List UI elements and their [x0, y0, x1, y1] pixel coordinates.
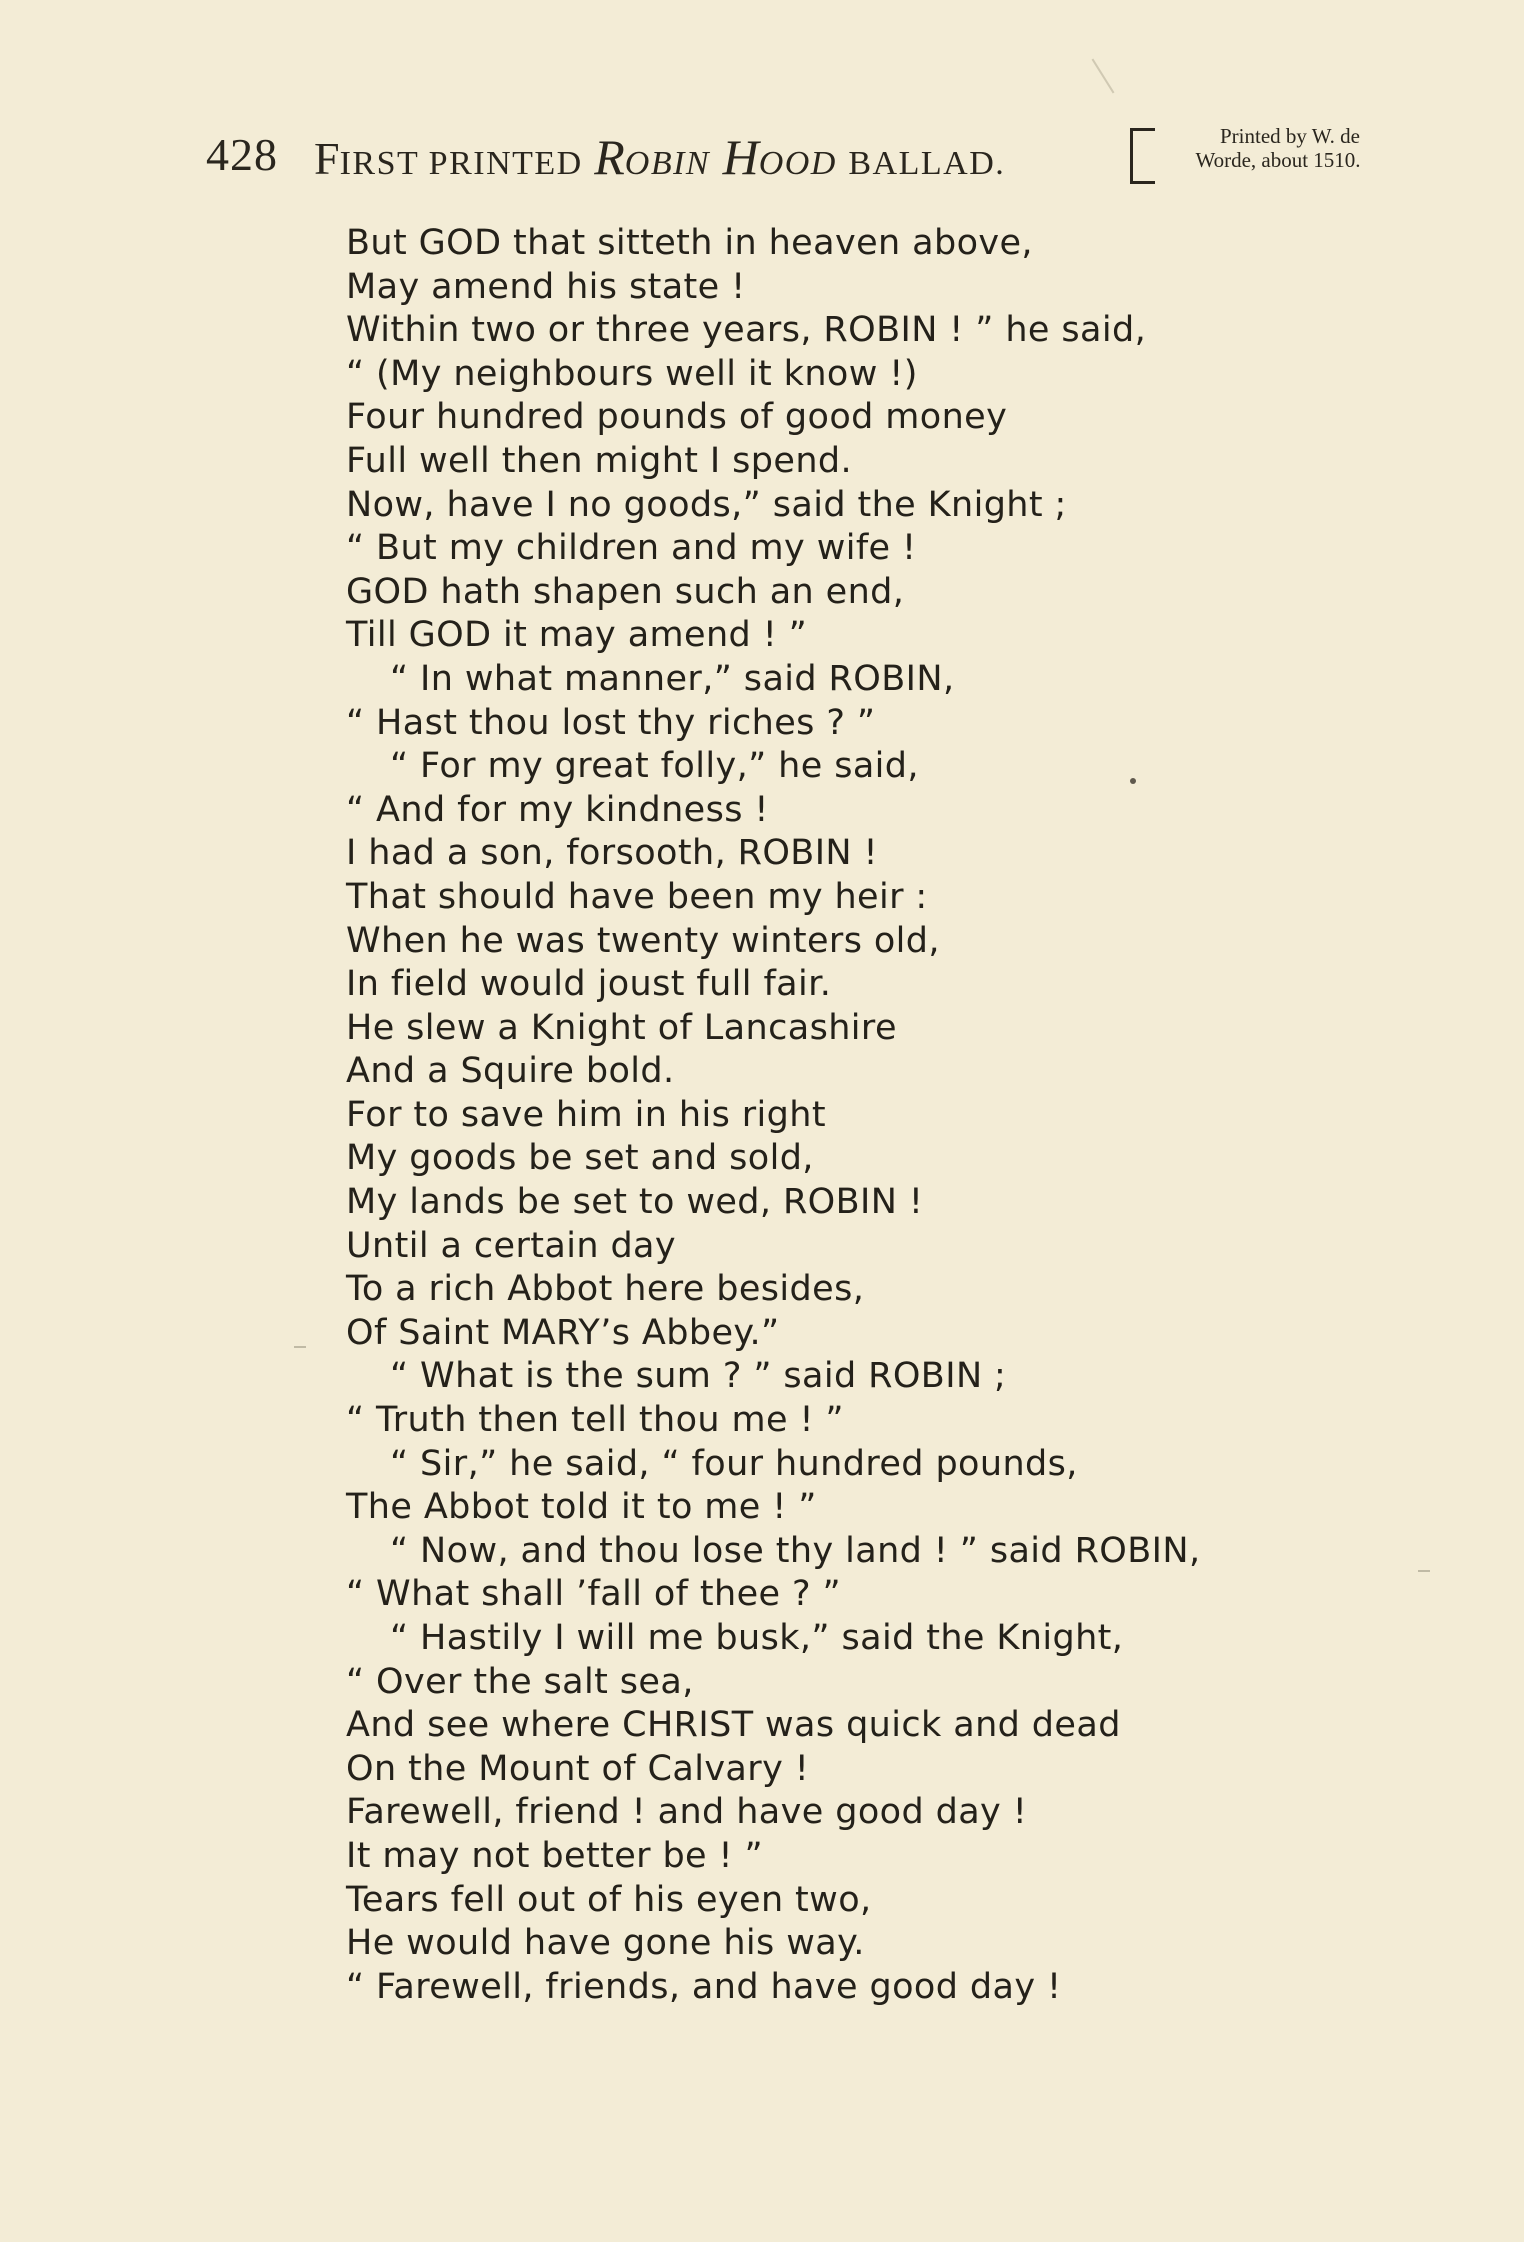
page-number: 428: [206, 129, 278, 180]
title-robin-hood: [594, 129, 837, 185]
verse-line: That should have been my heir :: [346, 876, 928, 917]
verse-line: My lands be set to wed, ROBIN !: [346, 1182, 924, 1223]
imprint-note: [1158, 124, 1398, 172]
verse-line: GOD hath shapen such an end,: [346, 571, 905, 612]
verse-line: “ But my children and my wife !: [346, 528, 917, 569]
verse-line: To a rich Abbot here besides,: [346, 1269, 865, 1310]
verse-line: “ Now, and thou lose thy land ! ” said ROBIN,: [390, 1530, 1201, 1571]
verse-line: On the Mount of Calvary !: [346, 1748, 810, 1789]
verse-line: “ What shall ’fall of thee ? ”: [346, 1574, 842, 1615]
verse-line: In field would joust full fair.: [346, 964, 832, 1005]
verse-line: Till GOD it may amend ! ”: [346, 615, 808, 656]
verse-line: When he was twenty winters old,: [346, 920, 940, 961]
title-italic-r: R: [594, 129, 625, 185]
imprint-bracket: [1130, 128, 1155, 184]
verse-line: “ And for my kindness !: [346, 789, 769, 830]
verse-line: “ Sir,” he said, “ four hundred pounds,: [390, 1443, 1078, 1484]
title-italic-h: H: [722, 129, 759, 185]
title-first-words: IRST PRINTED: [339, 145, 583, 182]
running-title: [314, 128, 1005, 186]
verse-line: May amend his state !: [346, 266, 746, 307]
verse-line: Now, have I no goods,” said the Knight ;: [346, 484, 1067, 525]
ballad-verse: [346, 222, 1346, 2009]
title-italic-ood: OOD: [758, 145, 837, 182]
verse-line: My goods be set and sold,: [346, 1138, 814, 1179]
verse-line: “ In what manner,” said ROBIN,: [390, 658, 955, 699]
verse-line: Full well then might I spend.: [346, 440, 853, 481]
print-speck: [1130, 778, 1136, 784]
verse-line: “ Hastily I will me busk,” said the Knight,: [390, 1618, 1124, 1658]
verse-line: “ Over the salt sea,: [346, 1661, 694, 1702]
title-ballad: BALLAD.: [848, 145, 1006, 182]
verse-line: Of Saint MARY’s Abbey.”: [346, 1312, 780, 1353]
verse-line: Tears fell out of his eyen two,: [346, 1879, 872, 1920]
verse-line: And a Squire bold.: [346, 1051, 675, 1092]
print-speck: [1418, 1570, 1430, 1572]
verse-line: Until a certain day: [346, 1225, 677, 1266]
verse-line: Within two or three years, ROBIN ! ” he said,: [346, 310, 1147, 351]
imprint-line-1: Printed by W. de: [1220, 124, 1360, 148]
title-initial: F: [314, 133, 340, 184]
verse-line: But GOD that sitteth in heaven above,: [346, 223, 1033, 263]
verse-line: He would have gone his way.: [346, 1923, 865, 1964]
verse-line: “ What is the sum ? ” said ROBIN ;: [390, 1356, 1007, 1397]
running-header: [206, 120, 1386, 200]
verse-line: “ (My neighbours well it know !): [346, 353, 918, 394]
verse-line: For to save him in his right: [346, 1094, 826, 1135]
verse-line: Four hundred pounds of good money: [346, 397, 1008, 438]
verse-line: Farewell, friend ! and have good day !: [346, 1792, 1028, 1833]
verse-line: “ Truth then tell thou me ! ”: [346, 1400, 844, 1441]
title-italic-obin: OBIN: [624, 145, 711, 182]
print-speck: [294, 1346, 306, 1348]
verse-line: He slew a Knight of Lancashire: [346, 1007, 897, 1048]
margin-mark: [1092, 59, 1115, 94]
imprint-line-2: Worde, about 1510.: [1195, 148, 1361, 172]
verse-line: It may not better be ! ”: [346, 1835, 764, 1876]
verse-line: And see where CHRIST was quick and dead: [346, 1705, 1121, 1746]
verse-line: “ For my great folly,” he said,: [390, 746, 919, 787]
verse-line: I had a son, forsooth, ROBIN !: [346, 833, 878, 874]
verse-line: “ Hast thou lost thy riches ? ”: [346, 702, 876, 743]
verse-line: The Abbot told it to me ! ”: [346, 1487, 817, 1528]
verse-line: “ Farewell, friends, and have good day !: [346, 1966, 1062, 2007]
